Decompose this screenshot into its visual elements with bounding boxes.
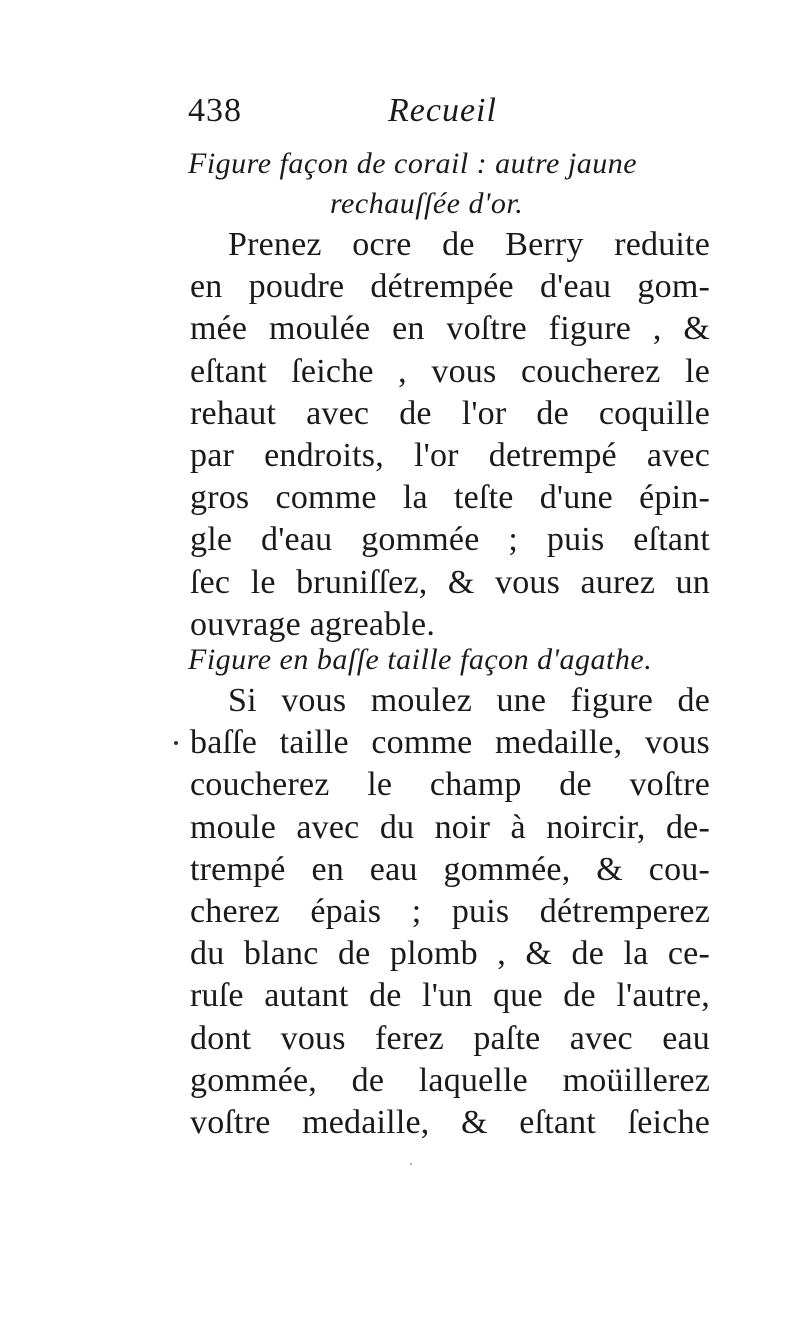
text-line: mée moulée en voſtre figure , &: [190, 310, 710, 348]
text-line: en poudre détrempée d'eau gom-: [190, 268, 710, 306]
margin-mark: [174, 741, 178, 745]
page-header: [188, 92, 708, 136]
text-line: gle d'eau gommée ; puis eſtant: [190, 521, 710, 559]
running-head: Recueil: [388, 92, 497, 129]
text-line: ſec le bruniſſez, & vous aurez un: [190, 563, 710, 601]
text-line: moule avec du noir à noircir, de-: [190, 808, 710, 846]
section-heading: rechauſſée d'or.: [330, 187, 524, 220]
text-line: du blanc de plomb , & de la ce-: [190, 935, 710, 973]
text-line: par endroits, l'or detrempé avec: [190, 436, 710, 474]
text-line: voſtre medaille, & eſtant ſeiche: [190, 1103, 710, 1141]
text-line: Prenez ocre de Berry reduite: [228, 226, 710, 263]
text-line: ouvrage agreable.: [190, 605, 436, 643]
text-line: gommée, de laquelle moüillerez: [190, 1061, 710, 1099]
text-line: baſſe taille comme medaille, vous: [190, 724, 710, 762]
text-line: dont vous ferez paſte avec eau: [190, 1019, 710, 1057]
text-line: gros comme la teſte d'une épin-: [190, 479, 710, 517]
text-line: ruſe autant de l'un que de l'autre,: [190, 977, 710, 1015]
text-line: trempé en eau gommée, & cou-: [190, 850, 710, 888]
section-heading: Figure en baſſe taille façon d'agathe.: [188, 643, 653, 676]
section-heading: Figure façon de corail : autre jaune: [188, 147, 638, 180]
paragraph: [190, 224, 710, 646]
margin-mark: [410, 1163, 412, 1165]
page-number: 438: [188, 92, 242, 129]
text-line: coucherez le champ de voſtre: [190, 766, 710, 804]
text-line: eſtant ſeiche , vous coucherez le: [190, 352, 710, 390]
text-line: rehaut avec de l'or de coquille: [190, 394, 710, 432]
text-line: Si vous moulez une figure de: [228, 682, 710, 719]
paragraph: [190, 680, 710, 1144]
text-line: cherez épais ; puis détremperez: [190, 892, 710, 930]
